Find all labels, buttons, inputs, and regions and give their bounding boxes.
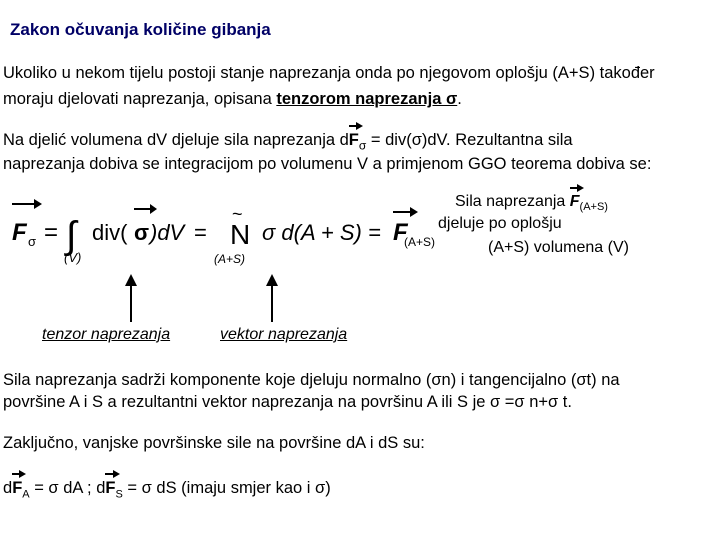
eq-dv: )dV [150, 220, 185, 245]
volume-text-post: = div(σ)dV. Rezultantna sila [366, 131, 573, 149]
intro-text: moraju djelovati naprezanja, opisana [3, 90, 277, 108]
sf-force-s: F [105, 479, 116, 497]
equation [0, 190, 460, 280]
eq-sigma-sub: σ [28, 234, 37, 249]
eq-force-as: F [393, 219, 408, 246]
label-arrows [0, 268, 300, 324]
eq-sigma-bold: σ [134, 220, 150, 245]
sf-mid1: = σ dA ; d [29, 479, 106, 497]
eq-sigma-d-as: σ d(A + S) = [262, 220, 381, 245]
paragraph-volume-line2: naprezanja dobiva se integracijom po volumenu V a primjenom GGO teorema dobiva se: [3, 155, 652, 173]
paragraph-components-line1: Sila naprezanja sadrži komponente koje djeluju normalno (σn) i tangencijalno (σt) na [3, 371, 620, 389]
stress-vector-label: vektor naprezanja [220, 326, 348, 343]
sf-force-a: F [12, 479, 23, 497]
sf-sub-a: A [22, 488, 30, 501]
sf-mid2: = σ dS (imaju smjer kao i σ) [122, 479, 331, 497]
vector-arrow-head [34, 199, 42, 209]
eq-force-f: F [12, 219, 27, 246]
paragraph-intro-line2 [3, 89, 462, 109]
eq-integral: ∫ [66, 215, 77, 257]
sigma-arrow-head [150, 204, 157, 214]
volume-text: Na djelić volumena dV djeluje sila naprezanja d [3, 131, 349, 149]
side-note-sub: (A+S) [579, 201, 608, 214]
eq-limit-v: (V) [64, 250, 82, 265]
force-sub-sigma: σ [358, 138, 367, 153]
sf-sub-s: S [115, 488, 123, 501]
paragraph-intro-line1: Ukoliko u nekom tijelu postoji stanje naprezanja onda po njegovom oplošju (A+S) također [3, 64, 655, 82]
eq-tilde: ~ [232, 204, 243, 224]
side-note-text: Sila naprezanja [455, 193, 570, 210]
eq-surface-integral: N [230, 219, 251, 250]
sf-d1: d [3, 479, 13, 497]
paragraph-volume-line1 [3, 130, 573, 155]
tensor-arrow-head [125, 274, 137, 286]
paragraph-conclusion: Zaključno, vanjske površinske sile na površine dA i dS su: [3, 434, 425, 452]
side-note-line3: (A+S) volumena (V) [488, 239, 629, 256]
page-title: Zakon očuvanja količine gibanja [10, 20, 271, 39]
eq-sub-as: (A+S) [404, 235, 436, 249]
eq-div: div( [92, 220, 128, 245]
intro-period: . [457, 90, 462, 108]
side-note-force: F [569, 193, 580, 210]
eq-equals-2: = [194, 220, 207, 245]
eq-equals-1: = [44, 219, 59, 246]
paragraph-components-line2: površine A i S a rezultantni vektor naprezanja na površinu A ili S je σ =σ n+σ t. [3, 393, 572, 411]
vector-label-arrow-head [266, 274, 278, 286]
paragraph-surface-forces [3, 478, 331, 504]
force-vector-f: F [348, 131, 359, 149]
eq-limit-as: (A+S) [214, 252, 246, 266]
stress-tensor-label: tenzor naprezanja [42, 326, 171, 343]
f-as-arrow-head [410, 207, 418, 217]
stress-tensor-term: tenzorom naprezanja σ [276, 90, 458, 108]
side-note-line2: djeluje po oplošju [438, 215, 562, 232]
